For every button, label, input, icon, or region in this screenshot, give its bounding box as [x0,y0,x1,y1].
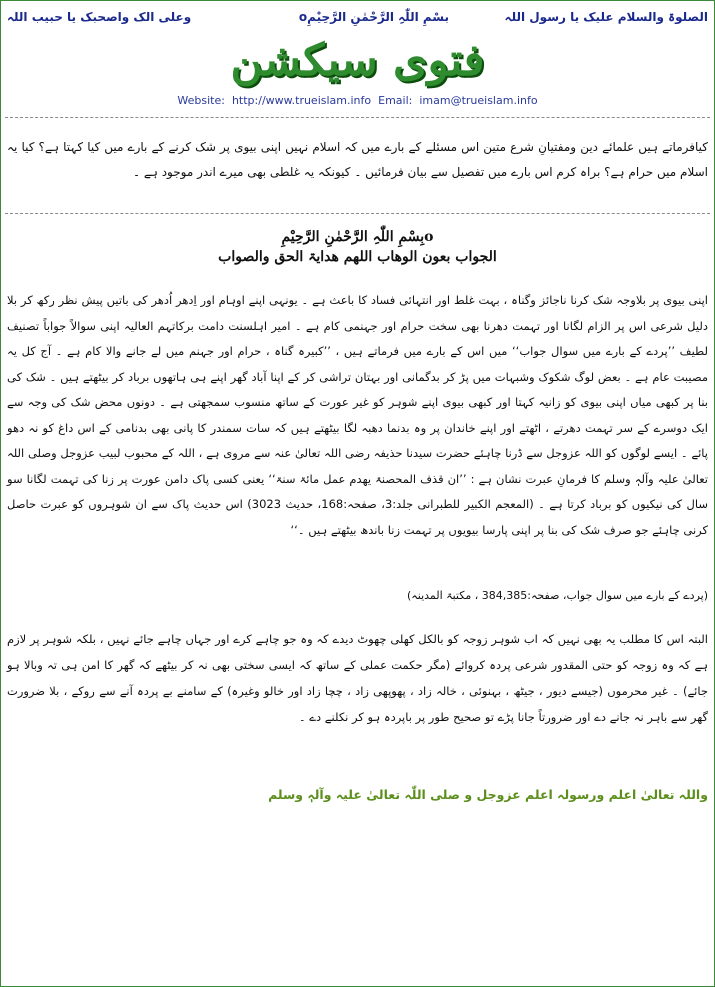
question-text: کیافرماتے ہیں علمائے دین ومفتیانِ شرع متین اس مسئلے کے بارے میں کہ اسلام نہیں اپنی بیوی پر شک کرنے کے بارے میں کیا کہتا ہے؟ کیا یہ اسلام میں حرام ہے؟ براہ کرم اس بارے میں تفصیل سے بیان فرمائیں ۔ کیونکہ یہ غلطی بھی میرے اندر موجود ہے ۔ [7,140,708,179]
header-salutation-left: وعلی الک واصحبک یا حبیب اللہ [7,10,192,24]
answer-paragraph-2: البتہ اس کا مطلب یہ بھی نہیں کہ اب شوہر زوجہ کو بالکل کھلی چھوٹ دیدے کہ وہ جو چاہے کرے اور جہاں چاہے جائے نہیں ، بلکہ شوہر پر لازم ہے کہ وہ زوجہ کو حتی المقدور شرعی پردہ کروائے (مگر حکمت عملی کے ساتھ کہ ایسی سختی بھی نہ کر بیٹھے کہ گھر کا امن ہی تہ وبالا ہو جائے) ۔ غیر محرموں (جیسے دیور ، جیٹھ ، بہنوئی ، خالہ زاد ، پھوپھی زاد ، چچا زاد اور خالو وغیرہ) کے سامنے بے پردہ آنے سے روکے ، بلا ضرورت گھر سے باہر نہ جانے دے اور ضرورتاً جانا پڑے تو صحیح طور پر باپردہ ہو کر نکلنے دے ۔ [7,632,708,724]
answer-heading: الجواب بعون الوھاب اللھم ھدایۃ الحق والصواب [218,249,497,265]
divider [5,117,710,118]
header-bismillah: بسْمِ اللّٰہِ الرَّحْمٰنِ الرَّحِیْمِo [298,10,449,24]
contact-info: Website: http://www.trueislam.info Email: imam@trueislam.info [177,94,538,107]
reference-citation: (پردے کے بارے میں سوال جواب، صفحہ:384,385 ، مکتبۃ المدینہ) [407,589,708,602]
divider [5,213,710,214]
answer-paragraph: اپنی بیوی پر بلاوجہ شک کرنا ناجائز وگناہ ، بہت غلط اور انتہائی فساد کا باعث ہے ۔ یونہی اپنے اوہام اور اِدھر اُدھر کی باتیں پیش نظر رکھ کر بلا دلیل شرعی اس پر الزام لگانا اور تہمت دھرنا بھی سخت حرام اور جہنمی کام ہے ۔ امیر اہلسنت دامت برکاتہم العالیہ اپنی سوالاً جواباً تصنیف لطیف ’’پردے کے بارے میں سوال جواب‘‘ میں اس کے بارے میں فرماتے ہیں ، ’’کبیرہ گناہ ، حرام اور جہنم میں لے جانے والا کام ہے ۔ آج کل یہ مصیبت عام ہے ۔ بعض لوگ شکوک وشبہات میں پڑ کر بدگمانی اور بہتان تراشی کر کے اپنا آباد گھر اپنے ہی ہاتھوں برباد کر بیٹھتے ہیں ۔ شک کی بنا پر کبھی میاں اپنی بیوی کو زانیہ کہتا اور کبھی بیوی اپنے شوہر کو غیر عورت کے ساتھ منسوب سمجھتی ہے ۔ دونوں محض شک کی وجہ سے ایک دوسرے کے سر تہمت دھرتے ، اٹھتے اور اپنے خاندان پر وہ بدنما دھبہ لگا بیٹھتے ہیں کہ سات سمندر کا پانی بھی بدنامی کے اس داغ کو نہ دھو پائے ۔ ایسے لوگوں کو اللہ عزوجل سے ڈرنا چاہئے حضرت سیدنا حذیفہ رضی اللہ تعالیٰ عنہ سے مروی ہے ، اللہ کے محبوب لبیب عزوجل وصلی اللہ تعالیٰ علیہ وآلہٖ وسلم کا فرمانِ عبرت نشان ہے : ’’ان قذف المحصنۃ یھدم عمل مائۃ سنۃ‘‘ یعنی کسی پاک دامن عورت پر زنا کی تہمت لگانا سو سال کی نیکیوں کو برباد کرتا ہے ۔ (المعجم الکبیر للطبرانی جلد:3، صفحہ:168، حدیث 3023) اس حدیث پاک سے ان شوہروں کو عبرت حاصل کرنی چاہئے جو صرف شک کی بنا پر اپنی پارسا بیویوں پر تہمت زنا باندھ بیٹھتے ہیں ۔‘‘ [7,293,708,537]
closing-dua: واللہ تعالیٰ اعلم ورسولہ اعلم عزوجل و صلی اللّٰہ تعالیٰ علیہ وآلہٖ وسلم [268,787,708,802]
header-salutation-right: الصلوۃ والسلام علیک یا رسول اللہ [504,10,708,24]
header-bar [1,1,714,31]
answer-bismillah: بِسْمِ اللّٰہِ الرَّحْمٰنِ الرَّحِیْمِo [281,229,434,245]
page-title: فتوی سیکشن [230,35,485,86]
